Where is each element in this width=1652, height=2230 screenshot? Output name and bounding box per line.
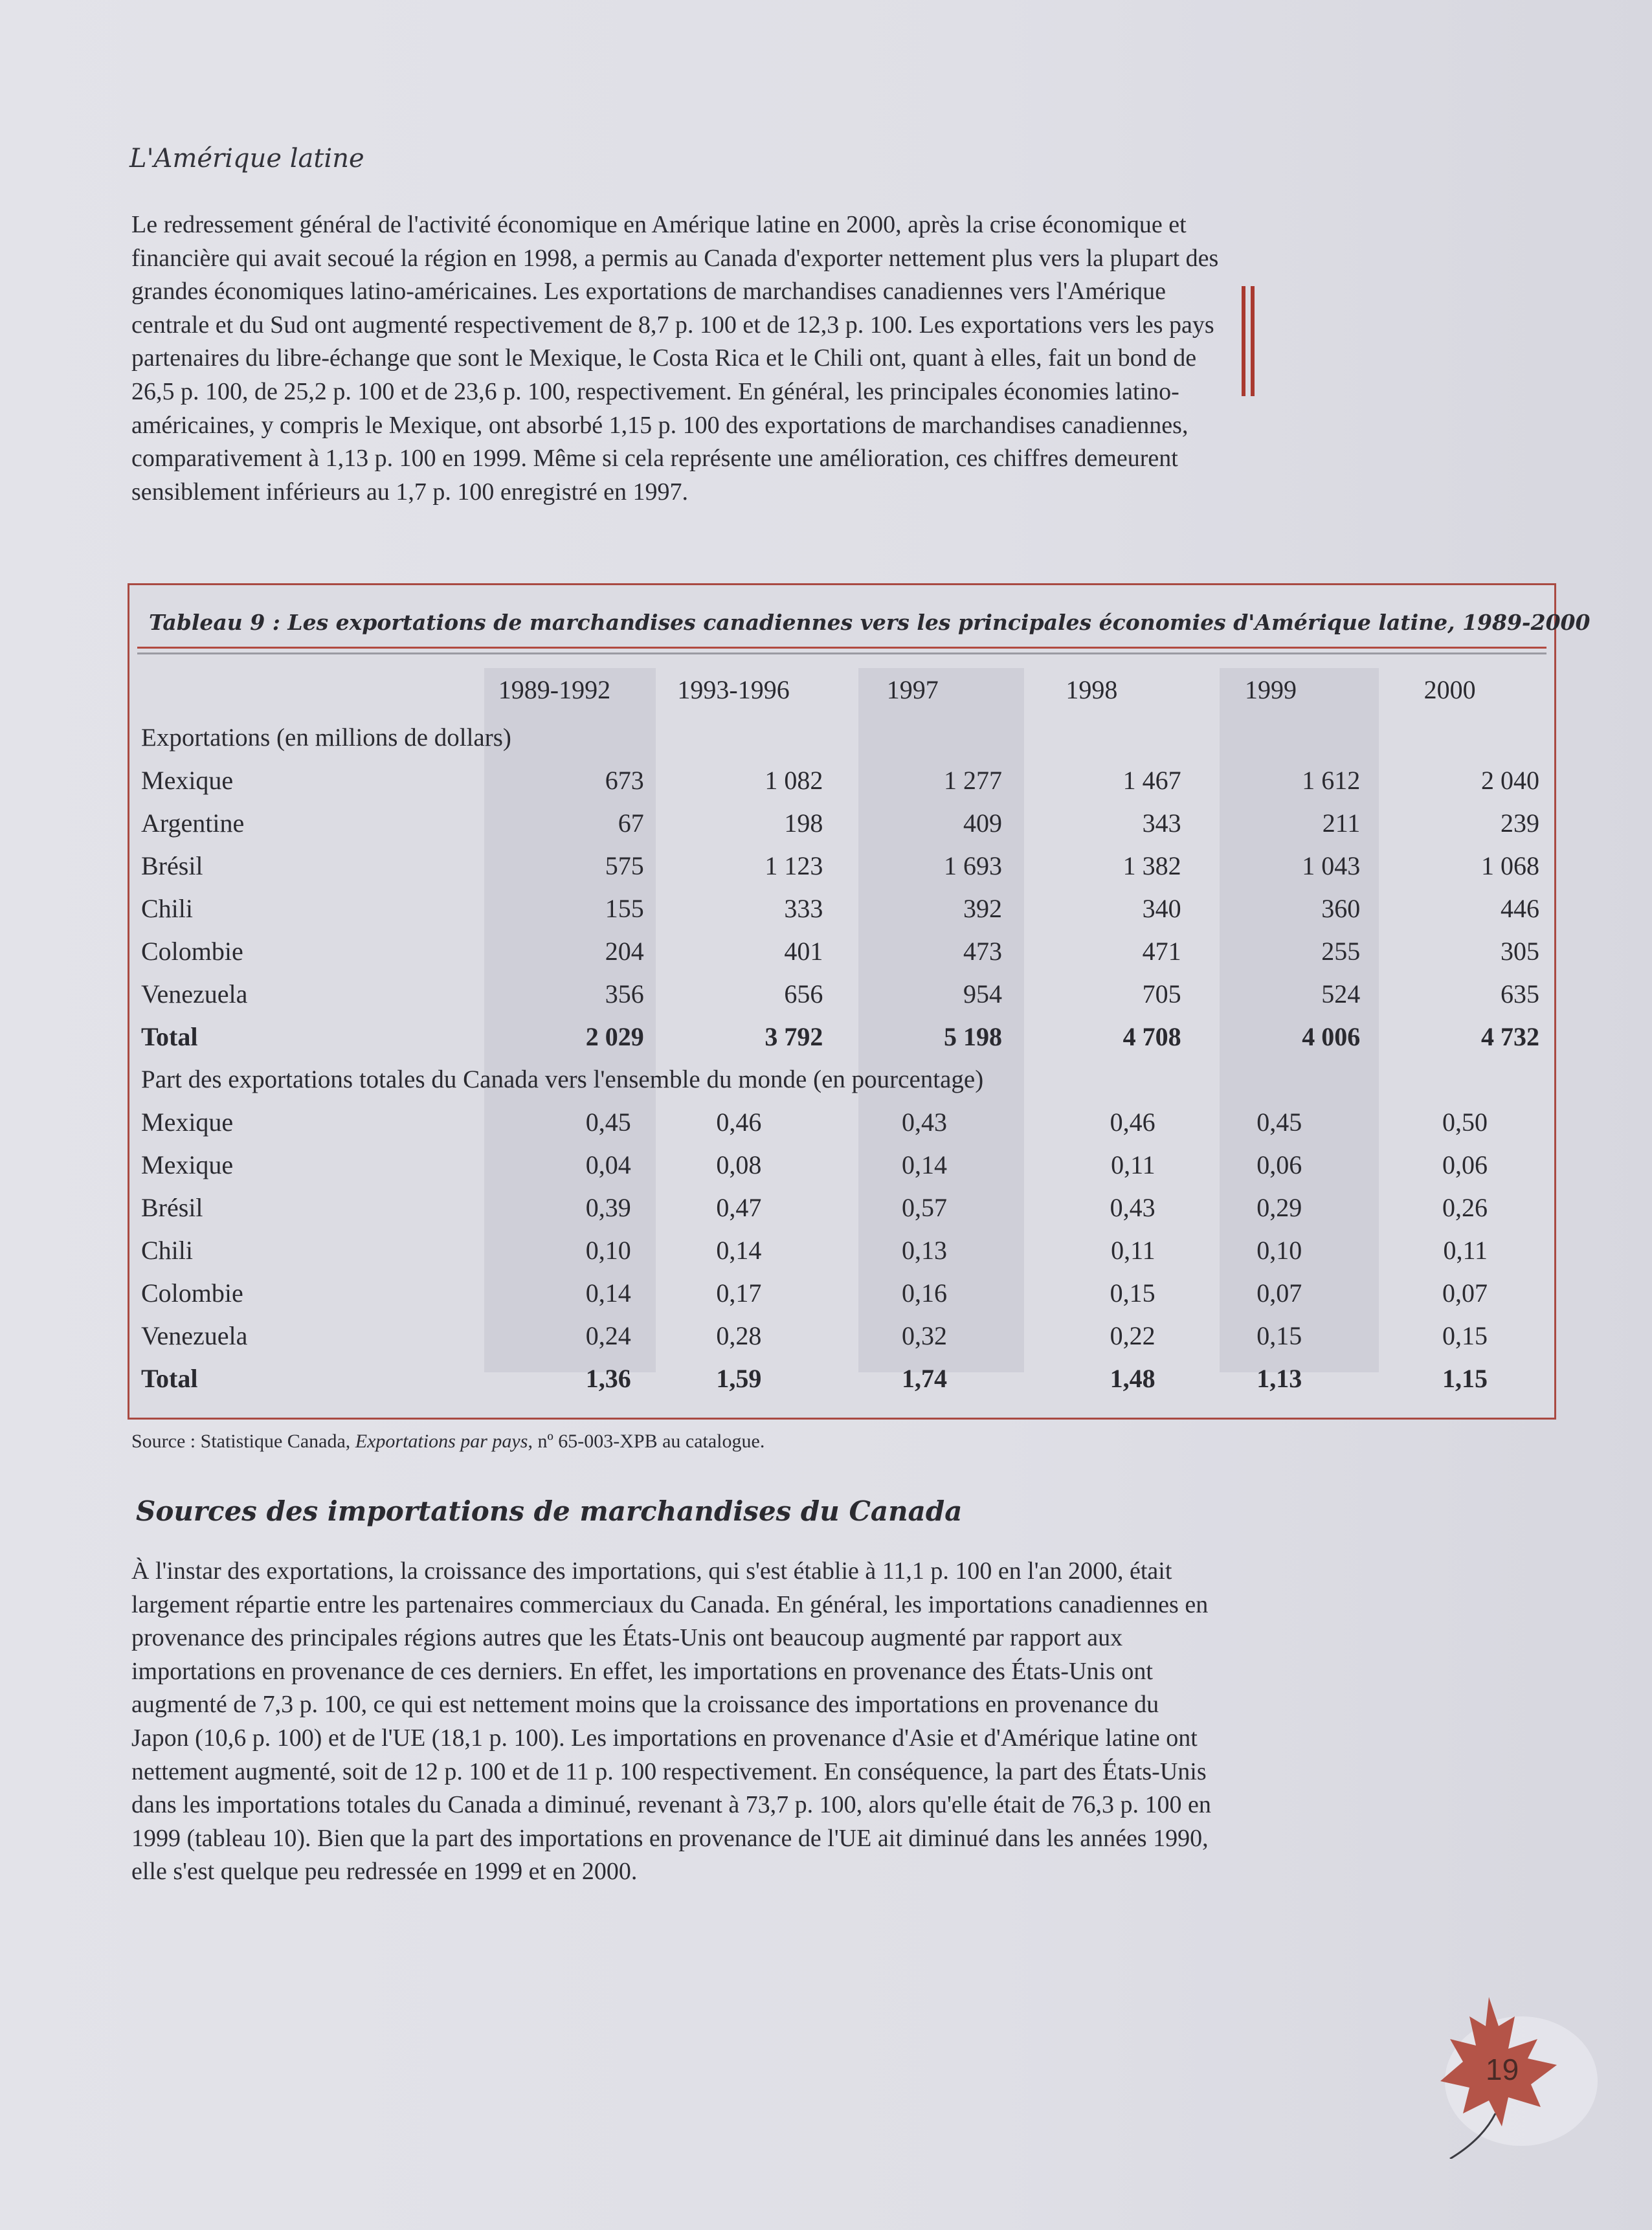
cell-value: 0,10: [1256, 1235, 1302, 1265]
cell-value: 0,13: [902, 1235, 948, 1265]
cell-value: 0,14: [585, 1278, 631, 1308]
cell-value: 1 068: [1481, 851, 1539, 880]
cell-value: 356: [605, 979, 644, 1009]
row-label: Argentine: [141, 808, 245, 838]
table-9: [128, 583, 1591, 1420]
cell-value: 656: [784, 979, 823, 1009]
cell-value: 1 043: [1302, 851, 1361, 880]
cell-value: 0,45: [585, 1107, 631, 1137]
cell-value: 0,26: [1442, 1192, 1488, 1222]
table-row: [141, 930, 1539, 972]
cell-value: 360: [1321, 893, 1361, 923]
table-row: [141, 844, 1539, 887]
cell-value: 0,39: [585, 1192, 631, 1222]
cell-value: 409: [963, 808, 1003, 838]
row-label: Brésil: [141, 851, 203, 880]
cell-value: 0,06: [1256, 1150, 1302, 1179]
cell-value: 239: [1501, 808, 1539, 838]
cell-value: 0,24: [585, 1321, 631, 1350]
table-row: [141, 1271, 1539, 1314]
cell-value: 2 029: [585, 1021, 644, 1051]
cell-value: 155: [605, 893, 644, 923]
cell-value: 1,36: [585, 1363, 631, 1393]
cell-value: 340: [1142, 893, 1181, 923]
column-header: 1989-1992: [498, 675, 611, 704]
cell-value: 0,11: [1443, 1235, 1488, 1265]
cell-value: 1,13: [1256, 1363, 1302, 1393]
header-empty: [141, 663, 465, 716]
table-row: [141, 1314, 1539, 1357]
cell-value: 1 382: [1122, 851, 1181, 880]
source-publication: Exportations par pays: [355, 1431, 528, 1452]
cell-value: 0,43: [902, 1107, 948, 1137]
cell-value: 198: [784, 808, 823, 838]
row-label: Mexique: [141, 765, 234, 795]
column-header: 1999: [1244, 675, 1297, 704]
cell-value: 0,11: [1111, 1235, 1155, 1265]
cell-value: 0,08: [716, 1150, 762, 1179]
total-row: [141, 1015, 1539, 1058]
cell-value: 0,32: [902, 1321, 948, 1350]
table-row: [141, 759, 1539, 801]
cell-value: 0,29: [1256, 1192, 1302, 1222]
cell-value: 0,22: [1110, 1321, 1155, 1350]
table-row: [141, 972, 1539, 1015]
cell-value: 575: [605, 851, 644, 880]
cell-value: 1 277: [944, 765, 1003, 795]
cell-value: 1 612: [1302, 765, 1361, 795]
cell-value: 67: [618, 808, 644, 838]
page-number: 19: [1486, 2053, 1519, 2086]
section-row: [141, 716, 1539, 759]
title-rule: [137, 647, 1546, 649]
table-title: Tableau 9 : Les exportations de marchandises canadiennes vers les principales économies d'Amérique latine, 1989-2000: [149, 610, 1591, 635]
column-header: 1998: [1066, 675, 1118, 704]
cell-value: 204: [605, 936, 644, 966]
row-label: Colombie: [141, 936, 243, 966]
source-suffix: , nº 65-003-XPB au catalogue.: [528, 1431, 765, 1452]
exports-rows: [141, 759, 1539, 1058]
table-row: [141, 1100, 1539, 1143]
cell-value: 0,10: [585, 1235, 631, 1265]
cell-value: 333: [784, 893, 823, 923]
row-label: Chili: [141, 1235, 194, 1265]
table-source: [131, 1431, 765, 1453]
cell-value: 401: [784, 936, 823, 966]
cell-value: 211: [1322, 808, 1361, 838]
cell-value: 0,17: [716, 1278, 762, 1308]
row-label: Mexique: [141, 1107, 234, 1137]
table-row: [141, 801, 1539, 844]
cell-value: 0,07: [1442, 1278, 1488, 1308]
cell-value: 392: [963, 893, 1003, 923]
cell-value: 0,04: [585, 1150, 631, 1179]
row-label: Colombie: [141, 1278, 243, 1308]
cell-value: 255: [1321, 936, 1361, 966]
cell-value: 5 198: [944, 1021, 1003, 1051]
cell-value: 0,15: [1256, 1321, 1302, 1350]
cell-value: 0,47: [716, 1192, 762, 1222]
cell-value: 0,50: [1442, 1107, 1488, 1137]
cell-value: 446: [1501, 893, 1539, 923]
cell-value: 473: [963, 936, 1003, 966]
share-rows: [141, 1100, 1539, 1399]
cell-value: 0,45: [1256, 1107, 1302, 1137]
source-prefix: Source : Statistique Canada,: [131, 1431, 355, 1452]
row-label: Venezuela: [141, 979, 248, 1009]
cell-value: 1 123: [765, 851, 823, 880]
total-row: [141, 1357, 1539, 1399]
cell-value: 0,46: [716, 1107, 762, 1137]
cell-value: 705: [1142, 979, 1181, 1009]
cell-value: 1,15: [1442, 1363, 1488, 1393]
cell-value: 1 082: [765, 765, 823, 795]
cell-value: 0,07: [1256, 1278, 1302, 1308]
row-label: Mexique: [141, 1150, 234, 1179]
cell-value: 4 732: [1481, 1021, 1539, 1051]
section-label: Exportations (en millions de dollars): [141, 723, 511, 752]
cell-value: 954: [963, 979, 1003, 1009]
cell-value: 0,15: [1110, 1278, 1155, 1308]
table-row: [141, 887, 1539, 930]
cell-value: 0,06: [1442, 1150, 1488, 1179]
cell-value: 0,57: [902, 1192, 948, 1222]
cell-value: 471: [1142, 936, 1181, 966]
row-label: Total: [141, 1363, 198, 1393]
cell-value: 4 006: [1302, 1021, 1361, 1051]
section-row: [141, 1058, 1539, 1100]
table-row: [141, 1229, 1539, 1271]
row-label: Brésil: [141, 1192, 203, 1222]
cell-value: 1,48: [1110, 1363, 1155, 1393]
row-label: Venezuela: [141, 1321, 248, 1350]
cell-value: 343: [1142, 808, 1181, 838]
cell-value: 1 693: [944, 851, 1003, 880]
row-label: Total: [141, 1021, 198, 1051]
cell-value: 0,15: [1442, 1321, 1488, 1350]
column-header: 1993-1996: [677, 675, 790, 704]
section-title: L'Amérique latine: [129, 144, 364, 173]
exports-table: [141, 663, 1539, 1399]
table-header-row: [141, 663, 1539, 716]
cell-value: 0,14: [716, 1235, 762, 1265]
cell-value: 673: [605, 765, 644, 795]
cell-value: 4 708: [1122, 1021, 1181, 1051]
cell-value: 1 467: [1122, 765, 1181, 795]
cell-value: 3 792: [765, 1021, 823, 1051]
title-rule: [137, 652, 1546, 654]
cell-value: 0,43: [1110, 1192, 1155, 1222]
margin-bar: [1251, 286, 1255, 396]
cell-value: 0,14: [902, 1150, 948, 1179]
cell-value: 0,11: [1111, 1150, 1155, 1179]
table-row: [141, 1186, 1539, 1229]
cell-value: 0,16: [902, 1278, 948, 1308]
subsection-title: Sources des importations de marchandises du Canada: [136, 1495, 963, 1527]
cell-value: 524: [1321, 979, 1361, 1009]
table-row: [141, 1143, 1539, 1186]
intro-paragraph: Le redressement général de l'activité économique en Amérique latine en 2000, après la crise économique et financière qui avait secoué la région en 1998, a permis au Canada d'exporter nettement plus vers la plupart des grandes économiques latino-américaines. Les exportations de marchandises canadiennes vers l'Amérique centrale et du Sud ont augmenté respectivement de 8,7 p. 100 et de 12,3 p. 100. Les exportations vers les pays partenaires du libre-échange que sont le Mexique, le Costa Rica et le Chili ont, quant à elles, fait un bond de 26,5 p. 100, de 25,2 p. 100 et de 23,6 p. 100, respectivement. En général, les principales économies latino-américaines, y compris le Mexique, ont absorbé 1,15 p. 100 des exportations de marchandises canadiennes, comparativement à 1,13 p. 100 en 1999. Même si cela représente une amélioration, ces chiffres demeurent sensiblement inférieurs au 1,7 p. 100 enregistré en 1997.: [131, 211, 1219, 506]
cell-value: 635: [1501, 979, 1539, 1009]
cell-value: 2 040: [1481, 765, 1539, 795]
column-header: 2000: [1423, 675, 1476, 704]
section-label: Part des exportations totales du Canada vers l'ensemble du monde (en pourcentage): [141, 1065, 984, 1093]
cell-value: 0,28: [716, 1321, 762, 1350]
row-label: Chili: [141, 893, 194, 923]
imports-paragraph: À l'instar des exportations, la croissance des importations, qui s'est établie à 11,1 p. 100 en l'an 2000, était largement répartie entre les partenaires commerciaux du Canada. En général, les importations canadiennes en provenance des principales régions autres que les États-Unis ont beaucoup augmenté par rapport aux importations en provenance de ces derniers. En effet, les importations en provenance des États-Unis ont augmenté de 7,3 p. 100, ce qui est nettement moins que la croissance des importations en provenance du Japon (10,6 p. 100) et de l'UE (18,1 p. 100). Les importations en provenance d'Asie et d'Amérique latine ont nettement augmenté, soit de 12 p. 100 et de 11 p. 100 respectivement. En conséquence, la part des États-Unis dans les importations totales du Canada a diminué, revenant à 73,7 p. 100, alors qu'elle était de 76,3 p. 100 en 1999 (tableau 10). Bien que la part des importations en provenance de l'UE ait diminué dans les années 1990, elle s'est quelque peu redressée en 1999 et en 2000.: [131, 1557, 1211, 1886]
margin-bar: [1242, 286, 1245, 396]
cell-value: 305: [1501, 936, 1539, 966]
cell-value: 0,46: [1110, 1107, 1155, 1137]
cell-value: 1,74: [902, 1363, 948, 1393]
column-header: 1997: [886, 675, 939, 704]
cell-value: 1,59: [716, 1363, 762, 1393]
